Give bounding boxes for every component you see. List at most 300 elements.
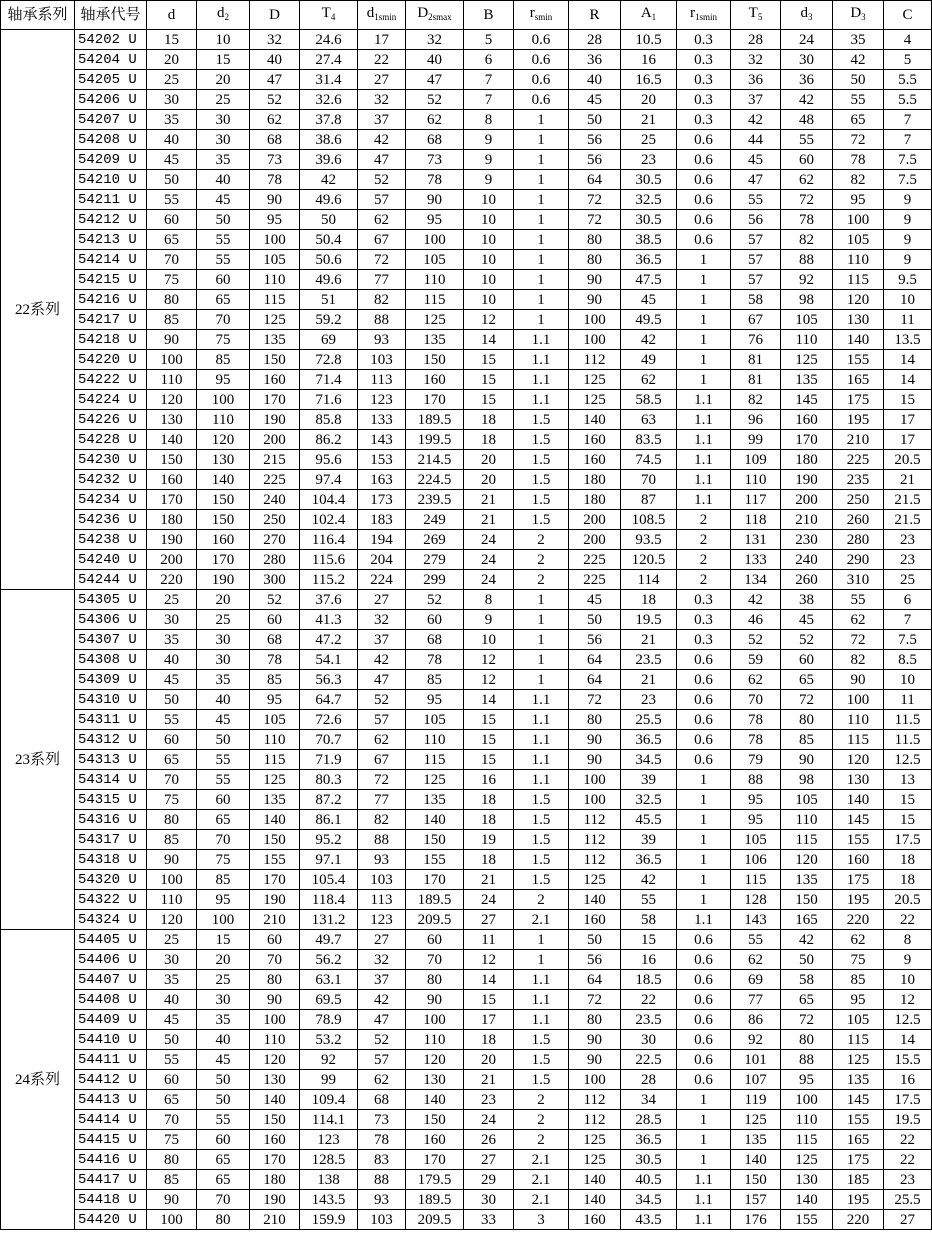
table-cell: 15 <box>197 50 250 70</box>
bearing-code: 54224 U <box>75 390 147 410</box>
bearing-code: 54309 U <box>75 670 147 690</box>
table-cell: 50 <box>781 950 833 970</box>
table-cell: 1 <box>677 1150 731 1170</box>
bearing-code: 54230 U <box>75 450 147 470</box>
table-cell: 145 <box>781 390 833 410</box>
table-cell: 75 <box>147 270 197 290</box>
table-cell: 62 <box>250 110 300 130</box>
bearing-code: 54226 U <box>75 410 147 430</box>
table-cell: 120 <box>197 430 250 450</box>
table-cell: 110 <box>781 330 833 350</box>
table-cell: 50 <box>147 1030 197 1050</box>
table-cell: 17 <box>464 1010 514 1030</box>
table-cell: 21 <box>464 870 514 890</box>
table-cell: 23 <box>884 1170 932 1190</box>
table-row <box>1 1190 932 1210</box>
table-cell: 68 <box>358 1090 406 1110</box>
table-cell: 11 <box>464 930 514 950</box>
table-cell: 9 <box>464 150 514 170</box>
table-cell: 1.1 <box>677 1210 731 1230</box>
table-cell: 105 <box>250 710 300 730</box>
table-cell: 75 <box>833 950 884 970</box>
table-cell: 120 <box>406 1050 464 1070</box>
table-cell: 100 <box>406 1010 464 1030</box>
table-cell: 59.2 <box>300 310 358 330</box>
table-cell: 12 <box>884 990 932 1010</box>
table-cell: 78 <box>781 210 833 230</box>
table-cell: 20 <box>621 90 677 110</box>
table-cell: 110 <box>250 1030 300 1050</box>
bearing-code: 54209 U <box>75 150 147 170</box>
table-cell: 55 <box>197 750 250 770</box>
table-cell: 32 <box>250 30 300 50</box>
table-cell: 112 <box>569 350 621 370</box>
table-cell: 143 <box>358 430 406 450</box>
table-cell: 170 <box>250 390 300 410</box>
table-cell: 35 <box>833 30 884 50</box>
table-cell: 37 <box>358 110 406 130</box>
table-cell: 27 <box>358 590 406 610</box>
table-cell: 170 <box>406 1150 464 1170</box>
table-cell: 50 <box>197 210 250 230</box>
table-cell: 70 <box>406 950 464 970</box>
table-cell: 170 <box>250 1150 300 1170</box>
table-cell: 125 <box>569 370 621 390</box>
table-cell: 49.6 <box>300 270 358 290</box>
table-cell: 1 <box>514 230 569 250</box>
table-cell: 135 <box>250 330 300 350</box>
table-cell: 115 <box>406 750 464 770</box>
table-cell: 170 <box>406 870 464 890</box>
table-cell: 0.6 <box>677 970 731 990</box>
bearing-code: 54228 U <box>75 430 147 450</box>
table-cell: 27 <box>464 1150 514 1170</box>
table-cell: 112 <box>569 830 621 850</box>
table-cell: 52 <box>781 630 833 650</box>
table-cell: 22 <box>621 990 677 1010</box>
table-row <box>1 670 932 690</box>
table-row <box>1 790 932 810</box>
table-cell: 45 <box>147 1010 197 1030</box>
table-cell: 75 <box>147 790 197 810</box>
table-cell: 100 <box>569 790 621 810</box>
table-cell: 90 <box>147 1190 197 1210</box>
table-cell: 12 <box>464 670 514 690</box>
table-cell: 150 <box>197 510 250 530</box>
table-cell: 1.5 <box>514 830 569 850</box>
table-cell: 54.1 <box>300 650 358 670</box>
table-cell: 45 <box>147 670 197 690</box>
table-cell: 131 <box>731 530 781 550</box>
table-cell: 62 <box>833 610 884 630</box>
table-cell: 60 <box>250 930 300 950</box>
table-cell: 0.6 <box>677 950 731 970</box>
table-cell: 1 <box>677 770 731 790</box>
table-cell: 49 <box>621 350 677 370</box>
table-cell: 98 <box>781 770 833 790</box>
table-cell: 103 <box>358 1210 406 1230</box>
table-cell: 65 <box>781 990 833 1010</box>
table-cell: 93 <box>358 850 406 870</box>
column-header: $d_{1smin}$ <box>358 1 406 30</box>
bearing-code: 54412 U <box>75 1070 147 1090</box>
table-cell: 65 <box>147 1090 197 1110</box>
table-cell: 72 <box>569 690 621 710</box>
table-cell: 50 <box>833 70 884 90</box>
table-cell: 55 <box>731 930 781 950</box>
table-cell: 140 <box>833 790 884 810</box>
table-row <box>1 1050 932 1070</box>
table-cell: 145 <box>833 810 884 830</box>
table-cell: 1.1 <box>514 690 569 710</box>
table-cell: 36.5 <box>621 1130 677 1150</box>
table-cell: 80 <box>406 970 464 990</box>
table-cell: 95 <box>250 210 300 230</box>
bearing-code: 54217 U <box>75 310 147 330</box>
table-cell: 105 <box>781 310 833 330</box>
table-cell: 56.3 <box>300 670 358 690</box>
table-cell: 60 <box>197 1130 250 1150</box>
table-cell: 135 <box>250 790 300 810</box>
table-row <box>1 30 932 50</box>
table-cell: 57 <box>358 1050 406 1070</box>
table-cell: 134 <box>731 570 781 590</box>
table-cell: 82 <box>358 290 406 310</box>
bearing-code: 54313 U <box>75 750 147 770</box>
bearing-code: 54220 U <box>75 350 147 370</box>
table-cell: 7 <box>464 70 514 90</box>
table-cell: 130 <box>833 310 884 330</box>
table-cell: 240 <box>250 490 300 510</box>
table-cell: 0.6 <box>677 710 731 730</box>
table-cell: 25 <box>147 930 197 950</box>
table-cell: 70 <box>621 470 677 490</box>
table-cell: 92 <box>781 270 833 290</box>
table-cell: 209.5 <box>406 1210 464 1230</box>
table-cell: 50 <box>197 1070 250 1090</box>
table-cell: 110 <box>147 370 197 390</box>
table-cell: 1 <box>677 290 731 310</box>
table-cell: 50.6 <box>300 250 358 270</box>
table-cell: 199.5 <box>406 430 464 450</box>
table-cell: 67 <box>358 230 406 250</box>
table-cell: 8 <box>464 110 514 130</box>
table-cell: 143.5 <box>300 1190 358 1210</box>
table-row <box>1 170 932 190</box>
table-cell: 195 <box>833 890 884 910</box>
table-cell: 120 <box>147 910 197 930</box>
table-cell: 2 <box>514 550 569 570</box>
table-cell: 160 <box>569 910 621 930</box>
table-cell: 40 <box>147 650 197 670</box>
table-cell: 37.8 <box>300 110 358 130</box>
table-cell: 55 <box>731 190 781 210</box>
table-row <box>1 650 932 670</box>
table-cell: 45 <box>569 590 621 610</box>
table-cell: 40 <box>250 50 300 70</box>
table-cell: 4 <box>884 30 932 50</box>
bearing-code: 54315 U <box>75 790 147 810</box>
table-cell: 10 <box>884 290 932 310</box>
table-cell: 38.5 <box>621 230 677 250</box>
table-row <box>1 1030 932 1050</box>
table-cell: 100 <box>781 1090 833 1110</box>
table-cell: 190 <box>781 470 833 490</box>
table-cell: 100 <box>197 390 250 410</box>
table-cell: 97.1 <box>300 850 358 870</box>
table-cell: 310 <box>833 570 884 590</box>
table-cell: 95 <box>197 370 250 390</box>
table-cell: 0.6 <box>677 150 731 170</box>
table-cell: 18 <box>464 410 514 430</box>
table-row <box>1 830 932 850</box>
table-cell: 155 <box>406 850 464 870</box>
table-cell: 85 <box>250 670 300 690</box>
table-row <box>1 50 932 70</box>
table-cell: 70 <box>197 1190 250 1210</box>
table-cell: 80 <box>569 710 621 730</box>
table-cell: 5.5 <box>884 70 932 90</box>
table-cell: 11 <box>884 690 932 710</box>
table-row <box>1 1110 932 1130</box>
table-cell: 78 <box>358 1130 406 1150</box>
table-cell: 95 <box>833 190 884 210</box>
table-cell: 18 <box>464 1030 514 1050</box>
table-cell: 70 <box>250 950 300 970</box>
table-cell: 80 <box>250 970 300 990</box>
table-cell: 1 <box>514 170 569 190</box>
table-cell: 67 <box>358 750 406 770</box>
table-cell: 18 <box>464 850 514 870</box>
table-cell: 175 <box>833 870 884 890</box>
table-cell: 15.5 <box>884 1050 932 1070</box>
table-cell: 53.2 <box>300 1030 358 1050</box>
table-cell: 100 <box>569 310 621 330</box>
table-cell: 57 <box>731 270 781 290</box>
table-cell: 80 <box>197 1210 250 1230</box>
table-cell: 72 <box>833 630 884 650</box>
table-cell: 155 <box>833 830 884 850</box>
table-cell: 116.4 <box>300 530 358 550</box>
table-cell: 2 <box>514 570 569 590</box>
table-cell: 32.5 <box>621 190 677 210</box>
table-cell: 39 <box>621 830 677 850</box>
table-cell: 77 <box>731 990 781 1010</box>
table-cell: 30 <box>197 110 250 130</box>
table-cell: 105 <box>406 710 464 730</box>
table-cell: 71.6 <box>300 390 358 410</box>
table-cell: 18 <box>464 790 514 810</box>
table-cell: 56 <box>569 950 621 970</box>
table-cell: 224.5 <box>406 470 464 490</box>
table-cell: 140 <box>569 410 621 430</box>
table-cell: 35 <box>197 150 250 170</box>
table-cell: 125 <box>731 1110 781 1130</box>
table-cell: 62 <box>833 930 884 950</box>
bearing-code: 54405 U <box>75 930 147 950</box>
table-cell: 50 <box>300 210 358 230</box>
table-cell: 70 <box>197 830 250 850</box>
table-row <box>1 570 932 590</box>
table-cell: 82 <box>833 650 884 670</box>
table-cell: 45 <box>197 710 250 730</box>
table-cell: 128 <box>731 890 781 910</box>
column-header: $D_3$ <box>833 1 884 30</box>
table-cell: 195 <box>833 1190 884 1210</box>
table-cell: 1 <box>677 1130 731 1150</box>
table-cell: 72 <box>781 1010 833 1030</box>
table-row <box>1 610 932 630</box>
table-cell: 90 <box>147 850 197 870</box>
table-cell: 12.5 <box>884 750 932 770</box>
table-row <box>1 690 932 710</box>
column-header: R <box>569 1 621 30</box>
table-cell: 173 <box>358 490 406 510</box>
table-cell: 27 <box>464 910 514 930</box>
table-cell: 16 <box>621 50 677 70</box>
bearing-code: 54322 U <box>75 890 147 910</box>
table-cell: 9 <box>464 170 514 190</box>
column-header: 轴承系列 <box>1 1 75 30</box>
table-cell: 14 <box>464 690 514 710</box>
table-cell: 17 <box>358 30 406 50</box>
table-cell: 14 <box>884 1030 932 1050</box>
table-cell: 22 <box>884 910 932 930</box>
table-cell: 37.6 <box>300 590 358 610</box>
table-cell: 0.6 <box>677 930 731 950</box>
table-cell: 65 <box>833 110 884 130</box>
table-cell: 1 <box>677 250 731 270</box>
table-cell: 210 <box>250 910 300 930</box>
table-cell: 88 <box>358 830 406 850</box>
table-cell: 100 <box>833 690 884 710</box>
table-cell: 58.5 <box>621 390 677 410</box>
table-cell: 55 <box>197 770 250 790</box>
table-cell: 180 <box>250 1170 300 1190</box>
table-cell: 55 <box>621 890 677 910</box>
table-cell: 12 <box>464 650 514 670</box>
table-cell: 70 <box>731 690 781 710</box>
table-cell: 70 <box>197 310 250 330</box>
table-cell: 78 <box>406 170 464 190</box>
table-body <box>1 30 932 1230</box>
table-cell: 24 <box>781 30 833 50</box>
table-cell: 85 <box>147 830 197 850</box>
table-cell: 60 <box>406 930 464 950</box>
table-cell: 194 <box>358 530 406 550</box>
table-cell: 135 <box>833 1070 884 1090</box>
column-header: $d_3$ <box>781 1 833 30</box>
table-cell: 175 <box>833 1150 884 1170</box>
table-cell: 110 <box>147 890 197 910</box>
table-cell: 90 <box>147 330 197 350</box>
table-cell: 10 <box>884 670 932 690</box>
table-row <box>1 890 932 910</box>
table-cell: 120 <box>833 290 884 310</box>
table-cell: 58 <box>621 910 677 930</box>
table-cell: 83.5 <box>621 430 677 450</box>
table-cell: 95 <box>731 810 781 830</box>
bearing-code: 54312 U <box>75 730 147 750</box>
table-cell: 160 <box>250 370 300 390</box>
table-cell: 10 <box>464 290 514 310</box>
table-cell: 7 <box>884 110 932 130</box>
table-cell: 95 <box>781 1070 833 1090</box>
table-cell: 45 <box>781 610 833 630</box>
table-cell: 120 <box>147 390 197 410</box>
column-header: $T_4$ <box>300 1 358 30</box>
table-cell: 1.1 <box>514 990 569 1010</box>
table-cell: 47 <box>731 170 781 190</box>
table-cell: 115 <box>731 870 781 890</box>
table-cell: 20 <box>147 50 197 70</box>
table-cell: 100 <box>569 1070 621 1090</box>
table-cell: 21.5 <box>884 490 932 510</box>
table-cell: 117 <box>731 490 781 510</box>
table-cell: 0.6 <box>677 1070 731 1090</box>
table-cell: 72 <box>781 690 833 710</box>
table-cell: 12.5 <box>884 1010 932 1030</box>
table-cell: 19.5 <box>884 1110 932 1130</box>
table-cell: 32.6 <box>300 90 358 110</box>
table-cell: 68 <box>250 630 300 650</box>
table-cell: 140 <box>197 470 250 490</box>
table-cell: 40 <box>197 1030 250 1050</box>
table-cell: 140 <box>147 430 197 450</box>
table-cell: 80 <box>781 1030 833 1050</box>
table-cell: 170 <box>406 390 464 410</box>
table-cell: 17 <box>884 410 932 430</box>
table-cell: 90 <box>569 290 621 310</box>
table-row <box>1 350 932 370</box>
table-cell: 110 <box>781 810 833 830</box>
table-cell: 65 <box>147 230 197 250</box>
table-row <box>1 1210 932 1230</box>
table-cell: 64 <box>569 170 621 190</box>
table-cell: 189.5 <box>406 890 464 910</box>
table-cell: 95 <box>406 690 464 710</box>
table-cell: 100 <box>147 1210 197 1230</box>
table-cell: 195 <box>833 410 884 430</box>
table-cell: 70.7 <box>300 730 358 750</box>
table-cell: 160 <box>406 370 464 390</box>
bearing-code: 54416 U <box>75 1150 147 1170</box>
table-cell: 0.6 <box>677 1050 731 1070</box>
table-cell: 42 <box>358 650 406 670</box>
table-cell: 90 <box>569 730 621 750</box>
table-cell: 150 <box>250 830 300 850</box>
table-cell: 49.7 <box>300 930 358 950</box>
table-cell: 36 <box>731 70 781 90</box>
table-cell: 18 <box>464 810 514 830</box>
bearing-code: 54214 U <box>75 250 147 270</box>
bearing-code: 54222 U <box>75 370 147 390</box>
bearing-code: 54216 U <box>75 290 147 310</box>
table-cell: 20.5 <box>884 450 932 470</box>
table-cell: 300 <box>250 570 300 590</box>
table-cell: 9.5 <box>884 270 932 290</box>
table-cell: 30 <box>147 90 197 110</box>
table-cell: 14 <box>884 370 932 390</box>
table-cell: 83 <box>358 1150 406 1170</box>
table-cell: 42 <box>358 990 406 1010</box>
table-cell: 55 <box>197 1110 250 1130</box>
table-cell: 225 <box>250 470 300 490</box>
table-cell: 80 <box>147 290 197 310</box>
table-cell: 210 <box>781 510 833 530</box>
table-cell: 18 <box>884 850 932 870</box>
table-cell: 19.5 <box>621 610 677 630</box>
